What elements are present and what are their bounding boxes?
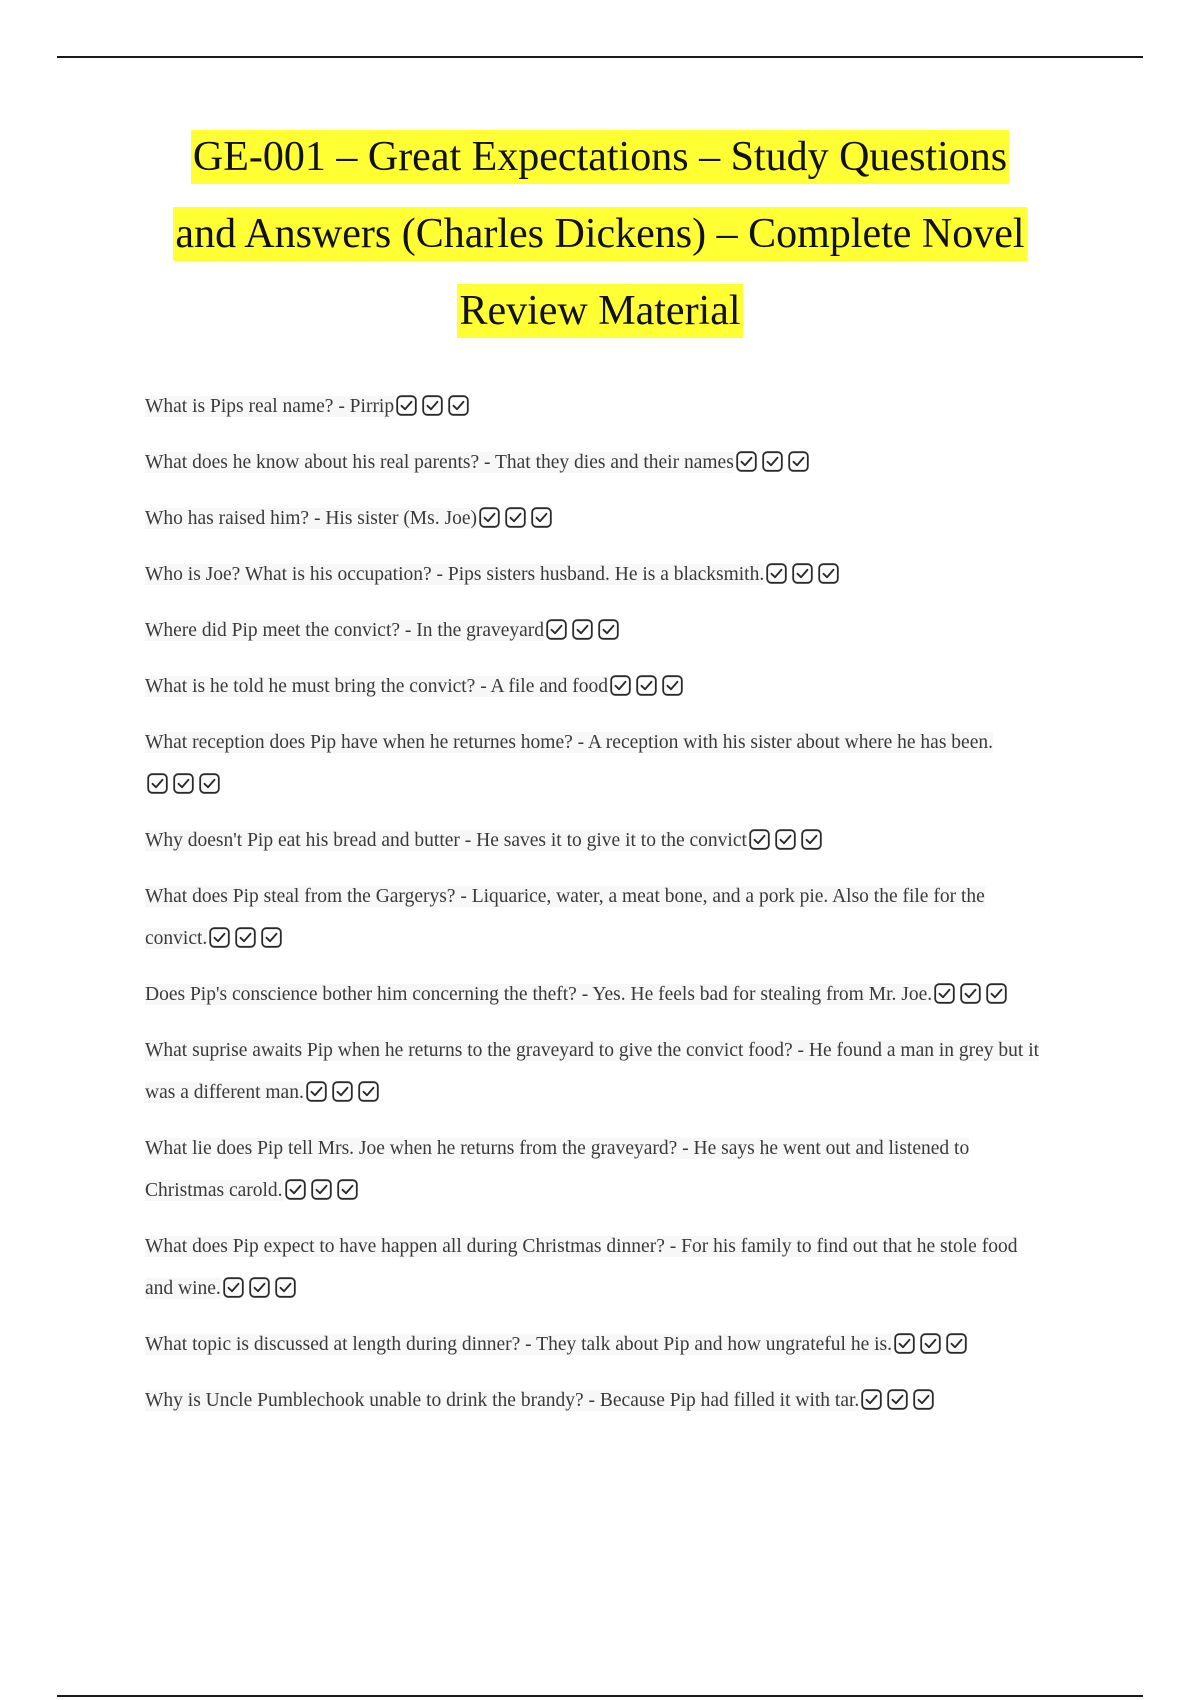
checkmarks: [285, 1179, 358, 1200]
qa-text: What reception does Pip have when he returnes home? - A reception with his sister about where he has been.: [145, 732, 993, 753]
checked-box-icon: [422, 395, 443, 416]
qa-item: [145, 1380, 1050, 1422]
checked-box-icon: [920, 1333, 941, 1354]
qa-item: [145, 386, 1050, 428]
qa-item: [145, 820, 1050, 862]
checked-box-icon: [396, 395, 417, 416]
checked-box-icon: [762, 451, 783, 472]
checked-box-icon: [775, 829, 796, 850]
qa-text: What topic is discussed at length during dinner? - They talk about Pip and how ungrateful he is.: [145, 1334, 892, 1355]
checked-box-icon: [479, 507, 500, 528]
qa-text: Does Pip's conscience bother him concerning the theft? - Yes. He feels bad for stealing from Mr. Joe.: [145, 984, 933, 1005]
top-rule: [57, 56, 1143, 58]
checkmarks: [223, 1277, 296, 1298]
qa-text: What is he told he must bring the convict? - A file and food: [145, 676, 609, 697]
checked-box-icon: [173, 773, 194, 794]
checked-box-icon: [894, 1333, 915, 1354]
checkmarks: [546, 619, 619, 640]
qa-text: What is Pips real name? - Pirrip: [145, 396, 395, 417]
qa-item: [145, 610, 1050, 652]
checked-box-icon: [861, 1389, 882, 1410]
checked-box-icon: [662, 675, 683, 696]
checked-box-icon: [249, 1277, 270, 1298]
qa-text: Why is Uncle Pumblechook unable to drink the brandy? - Because Pip had filled it with tar.: [145, 1390, 860, 1411]
checked-box-icon: [960, 983, 981, 1004]
checked-box-icon: [610, 675, 631, 696]
qa-text: Who has raised him? - His sister (Ms. Joe): [145, 508, 477, 529]
checked-box-icon: [636, 675, 657, 696]
qa-item: [145, 1226, 1050, 1310]
checked-box-icon: [531, 507, 552, 528]
qa-text: What lie does Pip tell Mrs. Joe when he returns from the graveyard? - He says he went out and listened to Christmas carold.: [145, 1138, 970, 1201]
checked-box-icon: [766, 563, 787, 584]
checked-box-icon: [358, 1081, 379, 1102]
qa-item: [145, 498, 1050, 540]
qa-text: Where did Pip meet the convict? - In the graveyard: [145, 620, 545, 641]
qa-item: [145, 1128, 1050, 1212]
checked-box-icon: [337, 1179, 358, 1200]
checked-box-icon: [505, 507, 526, 528]
qa-text: What does Pip steal from the Gargerys? - Liquarice, water, a meat bone, and a pork pie. Also the file for the convict.: [145, 886, 985, 949]
checked-box-icon: [788, 451, 809, 472]
checkmarks: [147, 773, 220, 794]
checked-box-icon: [332, 1081, 353, 1102]
checked-box-icon: [311, 1179, 332, 1200]
checked-box-icon: [147, 773, 168, 794]
checked-box-icon: [275, 1277, 296, 1298]
checked-box-icon: [572, 619, 593, 640]
qa-item: [145, 722, 1050, 806]
checked-box-icon: [792, 563, 813, 584]
qa-item: [145, 974, 1050, 1016]
checkmarks: [736, 451, 809, 472]
qa-item: [145, 442, 1050, 484]
checked-box-icon: [306, 1081, 327, 1102]
checked-box-icon: [818, 563, 839, 584]
qa-item: [145, 1324, 1050, 1366]
checkmarks: [934, 983, 1007, 1004]
bottom-rule: [57, 1695, 1143, 1697]
checked-box-icon: [986, 983, 1007, 1004]
checked-box-icon: [199, 773, 220, 794]
checked-box-icon: [448, 395, 469, 416]
checkmarks: [861, 1389, 934, 1410]
qa-item: [145, 554, 1050, 596]
checked-box-icon: [946, 1333, 967, 1354]
checked-box-icon: [934, 983, 955, 1004]
checkmarks: [479, 507, 552, 528]
checked-box-icon: [235, 927, 256, 948]
checked-box-icon: [261, 927, 282, 948]
qa-item: [145, 1030, 1050, 1114]
checked-box-icon: [598, 619, 619, 640]
checkmarks: [209, 927, 282, 948]
checkmarks: [610, 675, 683, 696]
qa-text: What does Pip expect to have happen all during Christmas dinner? - For his family to find out that he stole food and wine.: [145, 1236, 1018, 1299]
checked-box-icon: [209, 927, 230, 948]
checked-box-icon: [285, 1179, 306, 1200]
qa-text: Who is Joe? What is his occupation? - Pips sisters husband. He is a blacksmith.: [145, 564, 765, 585]
checkmarks: [306, 1081, 379, 1102]
checked-box-icon: [801, 829, 822, 850]
qa-text: What does he know about his real parents? - That they dies and their names: [145, 452, 734, 473]
document-title: [80, 130, 1120, 361]
checkmarks: [749, 829, 822, 850]
checked-box-icon: [546, 619, 567, 640]
question-answer-list: [145, 386, 1050, 1436]
title-line-2: and Answers (Charles Dickens) – Complete Novel: [173, 207, 1026, 261]
checkmarks: [396, 395, 469, 416]
checked-box-icon: [223, 1277, 244, 1298]
checkmarks: [894, 1333, 967, 1354]
qa-text: What suprise awaits Pip when he returns to the graveyard to give the convict food? - He found a man in grey but it was a different man.: [145, 1040, 1040, 1103]
checked-box-icon: [749, 829, 770, 850]
checked-box-icon: [887, 1389, 908, 1410]
qa-item: [145, 876, 1050, 960]
checked-box-icon: [736, 451, 757, 472]
qa-text: Why doesn't Pip eat his bread and butter - He saves it to give it to the convict: [145, 830, 747, 851]
checkmarks: [766, 563, 839, 584]
checked-box-icon: [913, 1389, 934, 1410]
title-line-3: Review Material: [457, 284, 742, 338]
title-line-1: GE-001 – Great Expectations – Study Questions: [191, 130, 1009, 184]
qa-item: [145, 666, 1050, 708]
